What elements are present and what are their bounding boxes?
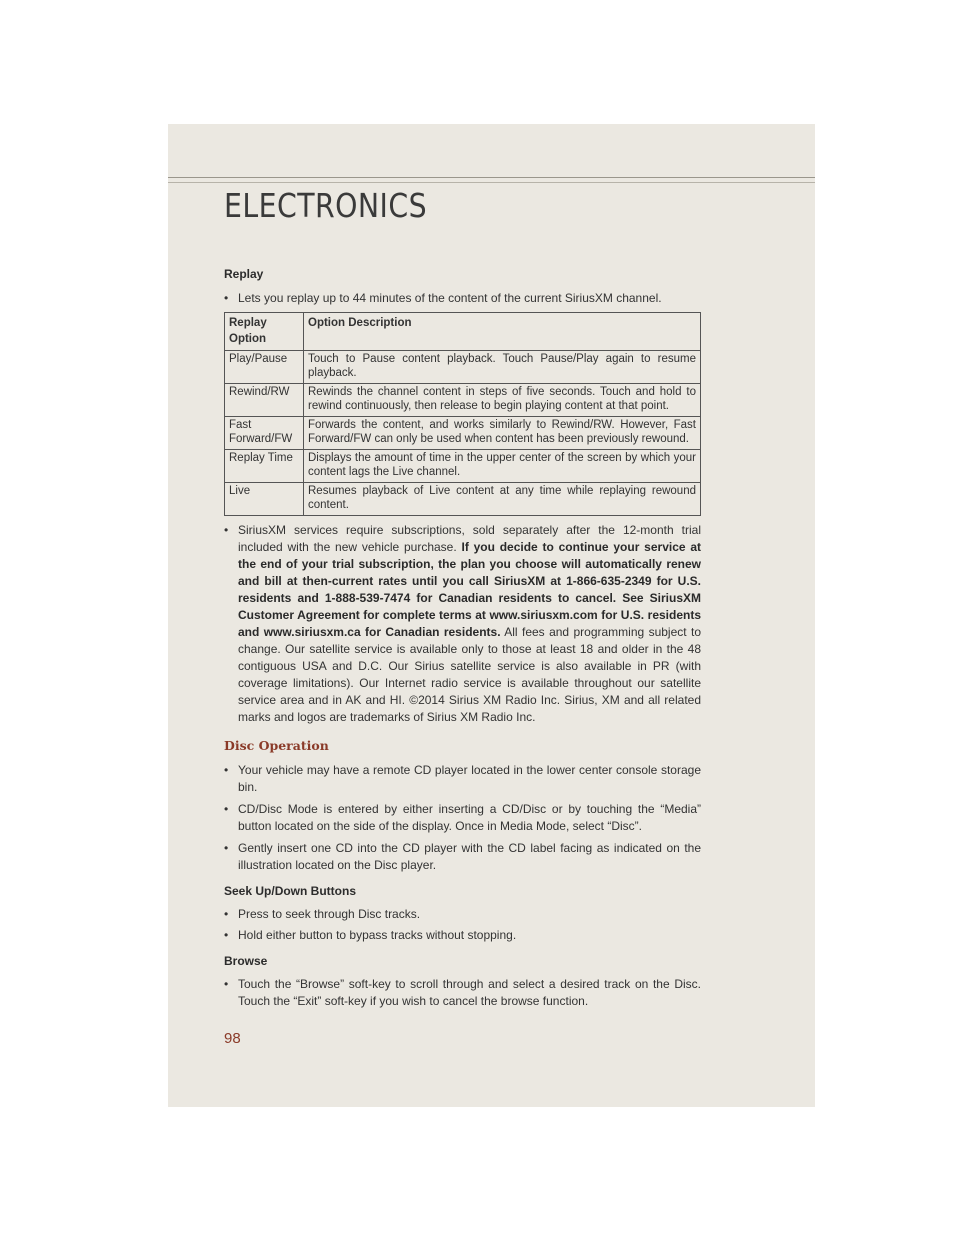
table-cell-description: Rewinds the channel content in steps of five seconds. Touch and hold to rewind continuously, then release to begin playing content at that point. (304, 384, 701, 417)
bullet-dot: • (224, 291, 229, 305)
table-header-row (225, 313, 701, 351)
siriusxm-subscription-bullet (224, 522, 701, 726)
replay-bullet: • Lets you replay up to 44 minutes of the content of the current SiriusXM channel. (224, 291, 662, 305)
table-cell-option: Replay Time (225, 450, 304, 483)
table-cell-description: Resumes playback of Live content at any time while replaying rewound content. (304, 483, 701, 516)
bullet-dot: • (224, 523, 229, 537)
sirius-intro-text: SiriusXM services require subscriptions, sold separately after the 12-month trial included with the new vehicle purchase. (238, 523, 701, 554)
bullet-dot: • (224, 841, 229, 855)
bullet-dot: • (224, 802, 229, 816)
table-cell-option: Rewind/RW (225, 384, 304, 417)
table-row (225, 450, 701, 483)
page-title: ELECTRONICS (224, 186, 428, 225)
replay-options-table (224, 312, 701, 516)
bullet-dot: • (224, 763, 229, 777)
header-rule (168, 177, 815, 178)
page-number: 98 (224, 1030, 241, 1047)
table-cell-description: Touch to Pause content playback. Touch Pause/Play again to resume playback. (304, 351, 701, 384)
table-cell-description: Forwards the content, and works similarly to Rewind/RW. However, Fast Forward/FW can only be used when content has been previously rewound. (304, 417, 701, 450)
table-row (225, 351, 701, 384)
table-header-option: Replay Option (225, 313, 304, 351)
table-cell-option: Fast Forward/FW (225, 417, 304, 450)
disc-bullet: • CD/Disc Mode is entered by either inserting a CD/Disc or by touching the “Media” button located on the side of the display. Once in Media Mode, select “Disc”. (224, 802, 701, 833)
seek-bullet: • Press to seek through Disc tracks. (224, 907, 421, 921)
disc-bullet: • Your vehicle may have a remote CD player located in the lower center console storage bin. (224, 763, 701, 794)
browse-bullet: • Touch the “Browse” soft-key to scroll through and select a desired track on the Disc. Touch the “Exit” soft-key if you wish to cancel the browse function. (224, 977, 701, 1008)
table-row (225, 384, 701, 417)
bullet-dot: • (224, 907, 229, 921)
bullet-dot: • (224, 977, 229, 991)
table-cell-option: Play/Pause (225, 351, 304, 384)
sirius-terms-bold: If you decide to continue your service at the end of your trial subscription, the plan you choose will automatically renew and bill at then-current rates until you call SiriusXM at 1-866-635-2349 for U.S. residents and 1-888-539-7474 for Canadian residents to cancel. See SiriusXM Customer Agreement for complete terms at www.siriusxm.com for U.S. residents and www.siriusxm.ca for Canadian residents. (238, 540, 701, 639)
disc-bullet: • Gently insert one CD into the CD player with the CD label facing as indicated on the illustration located on the Disc player. (224, 841, 701, 872)
table-cell-description: Displays the amount of time in the upper center of the screen by which your content lags the Live channel. (304, 450, 701, 483)
sirius-rest-text: All fees and programming subject to change. Our satellite service is available only to those at least 18 and older in the 48 contiguous USA and D.C. Our Sirius satellite service is also available in PR (with coverage limitations). Our Internet radio service is available throughout our satellite service area and in AK and HI. ©2014 Sirius XM Radio Inc. Sirius, XM and all related marks and logos are trademarks of Sirius XM Radio Inc. (238, 625, 701, 724)
disc-operation-heading: Disc Operation (224, 738, 329, 753)
bullet-dot: • (224, 928, 229, 942)
browse-heading: Browse (224, 954, 268, 968)
table-cell-option: Live (225, 483, 304, 516)
table-row (225, 483, 701, 516)
table-row (225, 417, 701, 450)
table-header-description: Option Description (304, 313, 701, 351)
page-content (224, 266, 701, 1010)
seek-heading: Seek Up/Down Buttons (224, 884, 357, 898)
replay-heading: Replay (224, 267, 264, 281)
seek-bullet: • Hold either button to bypass tracks without stopping. (224, 928, 517, 942)
manual-page (168, 124, 815, 1107)
header-rule-secondary (168, 182, 815, 183)
